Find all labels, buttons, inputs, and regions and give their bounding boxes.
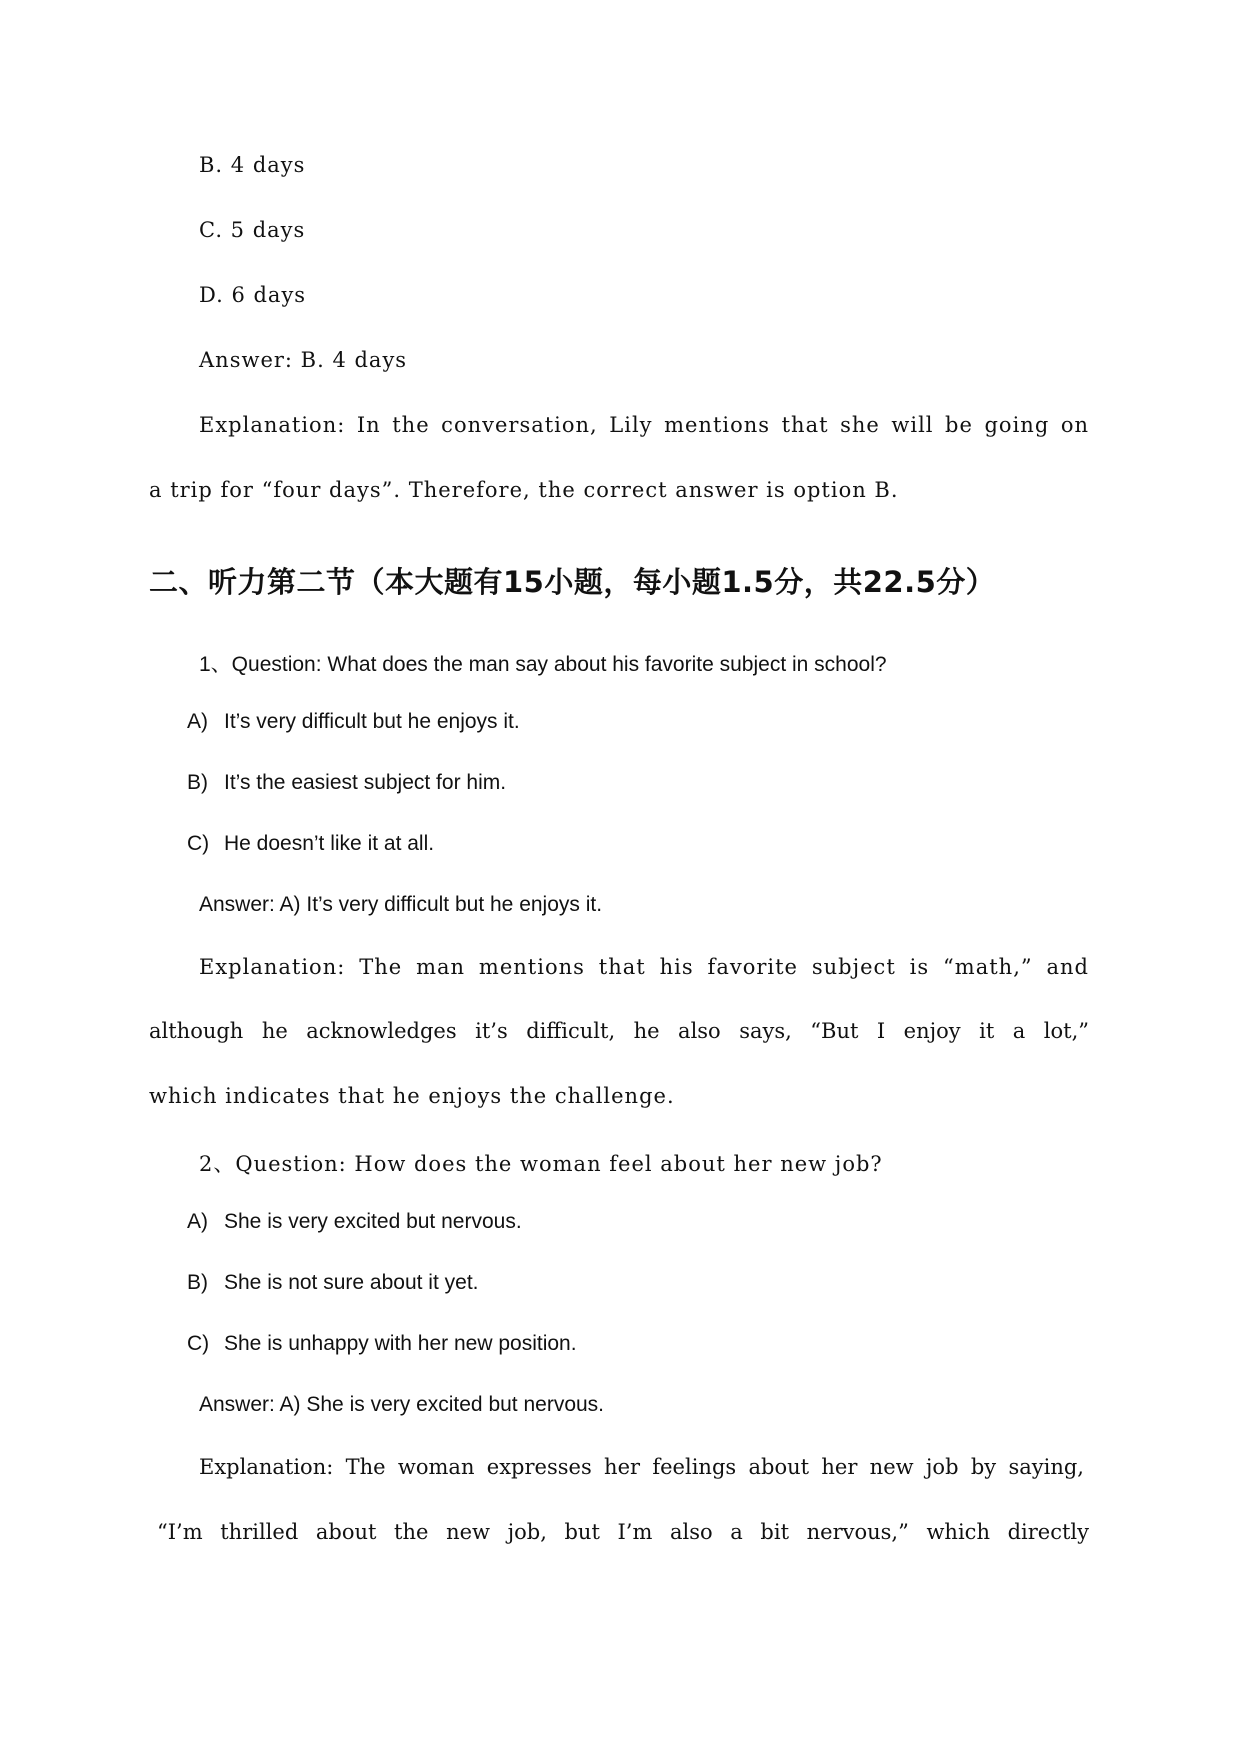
explanation-line: “I’m thrilled about the new job, but I’m also a bit nervous,” which directly [157, 1520, 1089, 1544]
question-2-option-c [187, 1332, 577, 1356]
question-2-option-b [187, 1271, 478, 1295]
explanation-line: Explanation: In the conversation, Lily mentions that she will be going on [199, 413, 1089, 437]
question-1-answer: Answer: A) It’s very difficult but he enjoys it. [199, 893, 603, 916]
section-heading: 二、听力第二节（本大题有15小题，每小题1.5分，共22.5分） [149, 565, 996, 599]
explanation-line: a trip for “four days”. Therefore, the correct answer is option B. [149, 478, 899, 502]
option-c: C. 5 days [199, 218, 306, 242]
explanation-line: which indicates that he enjoys the challenge. [149, 1084, 675, 1108]
option-letter: C) [187, 832, 210, 855]
option-letter: C) [187, 1332, 210, 1355]
explanation-line: Explanation: The man mentions that his favorite subject is “math,” and [199, 955, 1089, 979]
option-d: D. 6 days [199, 283, 307, 307]
option-text: She is not sure about it yet. [224, 1271, 479, 1294]
option-b: B. 4 days [199, 153, 306, 177]
option-letter: B) [187, 771, 208, 794]
question-1-option-b [187, 771, 506, 795]
option-text: He doesn’t like it at all. [224, 832, 435, 855]
question-1: 1、Question: What does the man say about his favorite subject in school? [199, 653, 887, 676]
question-2-answer: Answer: A) She is very excited but nervous. [199, 1393, 605, 1416]
question-1-option-a [187, 710, 520, 734]
question-2: 2、Question: How does the woman feel about her new job? [199, 1152, 883, 1176]
option-letter: B) [187, 1271, 208, 1294]
option-letter: A) [187, 710, 208, 733]
explanation-line: Explanation: The woman expresses her feelings about her new job by saying, [199, 1455, 1084, 1479]
explanation-line: although he acknowledges it’s difficult, he also says, “But I enjoy it a lot,” [149, 1019, 1089, 1043]
option-letter: A) [187, 1210, 208, 1233]
option-text: She is very excited but nervous. [224, 1210, 522, 1233]
question-1-option-c [187, 832, 434, 856]
question-2-option-a [187, 1210, 522, 1234]
option-text: It’s the easiest subject for him. [224, 771, 507, 794]
option-text: She is unhappy with her new position. [224, 1332, 577, 1355]
option-text: It’s very difficult but he enjoys it. [224, 710, 520, 733]
answer-line: Answer: B. 4 days [199, 348, 408, 372]
